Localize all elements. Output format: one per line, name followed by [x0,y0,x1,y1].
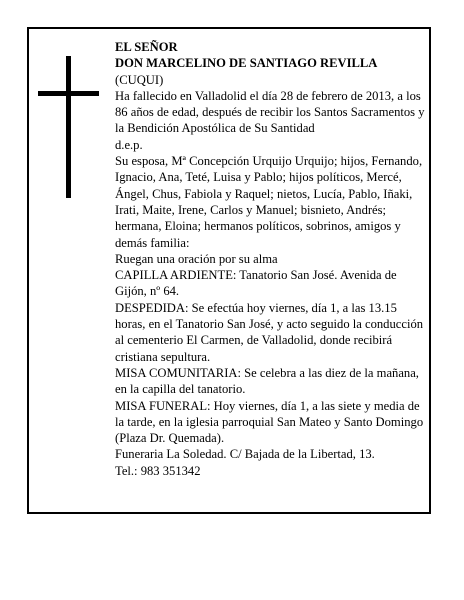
family-list: Su esposa, Mª Concepción Urquijo Urquijo; hijos, Fernando, Ignacio, Ana, Teté, Luisa y Pablo; hijos políticos, Mercé, Ángel, Chus, Fabiola y Raquel; nietos, Lucía, Pablo, Iñaki, Irati, Maite, Irene, Carlos y Manuel; bisnieto, Andrés; hermana, Eloina; hermanos políticos, sobrinos, amigos y demás familia: [115,154,423,250]
phone: Tel.: 983 351342 [115,463,201,478]
prayer-request: Ruegan una oración por su alma [115,251,278,266]
cross-horizontal-bar [38,91,99,96]
community-mass-info: MISA COMUNITARIA: Se celebra a las diez de la mañana, en la capilla del tanatorio. [115,365,419,397]
farewell-info: DESPEDIDA: Se efectúa hoy viernes, día 1, a las 13.15 horas, en el Tanatorio San José, y acto seguido la conducción al cementerio El Carmen, de Valladolid, donde recibirá cristiana sepultura. [115,300,424,364]
funeral-mass-info: MISA FUNERAL: Hoy viernes, día 1, a las siete y media de la tarde, en la iglesia parroquial San Mateo y Santo Domingo (Plaza Dr. Quemada). [115,398,424,446]
chapel-info: CAPILLA ARDIENTE: Tanatorio San José. Avenida de Gijón, nº 64. [115,268,397,299]
death-announcement: Ha fallecido en Valladolid el día 28 de febrero de 2013, a los 86 años de edad, después de recibir los Santos Sacramentos y la Bendición Apostólica de Su Santidad [115,88,425,136]
obituary-frame [27,27,431,514]
obituary-text [115,39,425,479]
funeral-home: Funeraria La Soledad. C/ Bajada de la Libertad, 13. [115,447,375,462]
cross-vertical-bar [66,56,71,198]
nickname: (CUQUI) [115,72,164,87]
dep: d.e.p. [115,137,143,152]
deceased-name: DON MARCELINO DE SANTIAGO REVILLA [115,56,378,71]
title-line-1: EL SEÑOR [115,40,178,54]
